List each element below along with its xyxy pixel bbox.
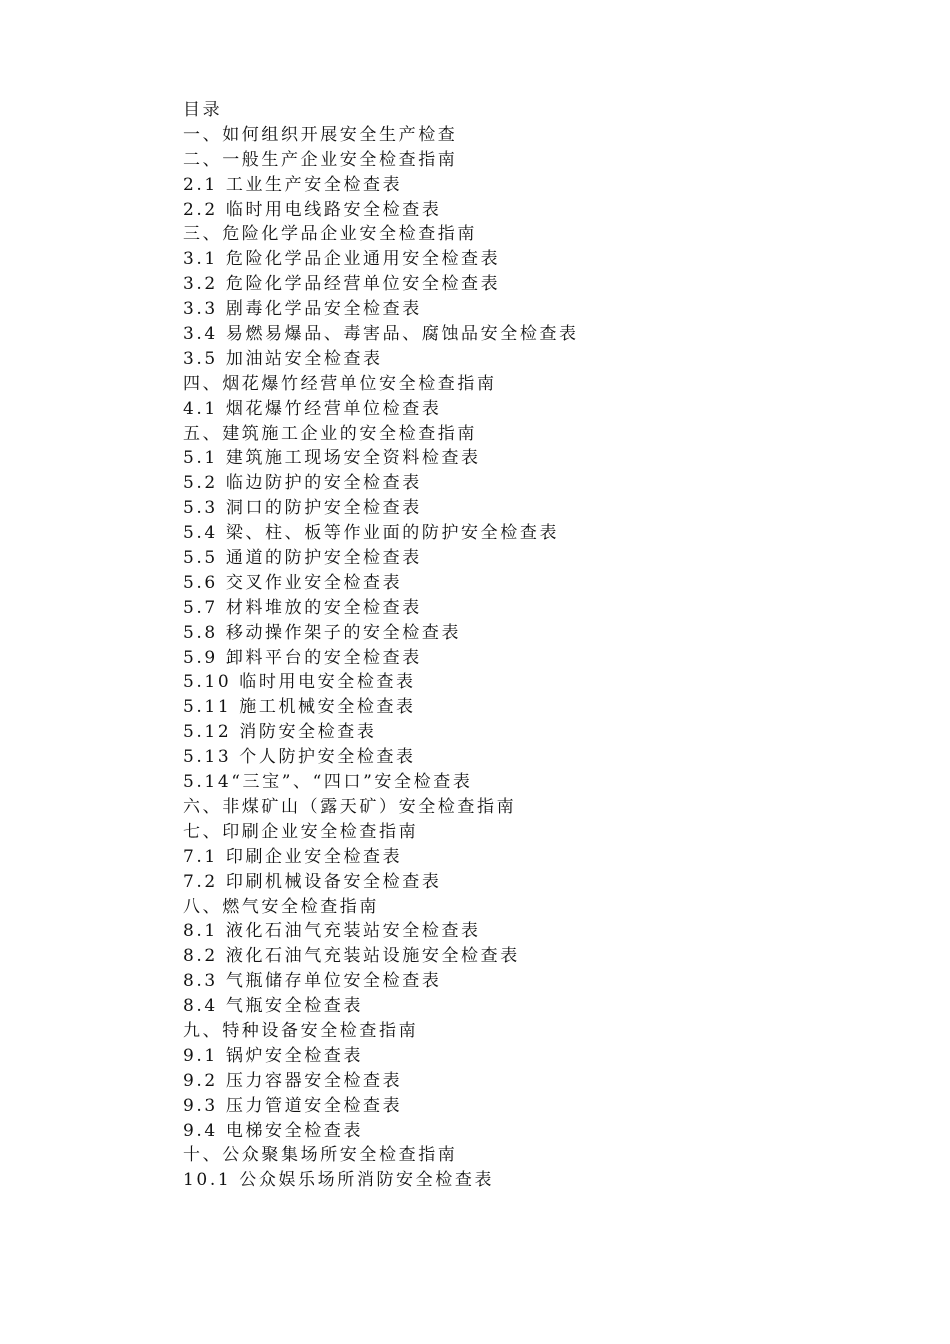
toc-entry: 9.4 电梯安全检查表 (183, 1120, 364, 1141)
toc-entry: 8.1 液化石油气充装站安全检查表 (183, 921, 481, 942)
toc-entry: 九、特种设备安全检查指南 (183, 1020, 419, 1041)
toc-entry: 5.12 消防安全检查表 (183, 722, 377, 743)
toc-entry: 5.11 施工机械安全检查表 (183, 697, 416, 718)
toc-entry: 3.4 易燃易爆品、毒害品、腐蚀品安全检查表 (183, 324, 579, 345)
toc-title: 目录 (183, 100, 223, 120)
toc-entry: 5.4 梁、柱、板等作业面的防护安全检查表 (183, 523, 560, 544)
toc-entry: 3.2 危险化学品经营单位安全检查表 (183, 274, 501, 295)
toc-entry: 5.5 通道的防护安全检查表 (183, 548, 422, 569)
toc-entry: 7.2 印刷机械设备安全检查表 (183, 871, 442, 892)
toc-entry: 5.1 建筑施工现场安全资料检查表 (183, 448, 481, 469)
toc-entry: 4.1 烟花爆竹经营单位检查表 (183, 398, 442, 419)
toc-entry: 2.1 工业生产安全检查表 (183, 174, 403, 195)
toc-entry: 9.3 压力管道安全检查表 (183, 1095, 403, 1116)
toc-entry: 7.1 印刷企业安全检查表 (183, 846, 403, 867)
toc-entry: 5.2 临边防护的安全检查表 (183, 473, 422, 494)
toc-entry: 5.10 临时用电安全检查表 (183, 672, 416, 693)
toc-entry: 9.1 锅炉安全检查表 (183, 1045, 364, 1066)
toc-entry: 5.8 移动操作架子的安全检查表 (183, 622, 462, 643)
toc-entry: 5.13 个人防护安全检查表 (183, 747, 416, 768)
toc-entry: 5.14“三宝”、“四口”安全检查表 (183, 772, 473, 793)
toc-entry: 3.1 危险化学品企业通用安全检查表 (183, 249, 501, 270)
toc-entry: 5.7 材料堆放的安全检查表 (183, 597, 422, 618)
toc-entry: 2.2 临时用电线路安全检查表 (183, 199, 442, 220)
toc-entry: 5.3 洞口的防护安全检查表 (183, 498, 422, 519)
toc-entry: 8.2 液化石油气充装站设施安全检查表 (183, 946, 520, 967)
toc-entry: 五、建筑施工企业的安全检查指南 (183, 423, 477, 444)
toc-entry: 5.9 卸料平台的安全检查表 (183, 647, 422, 668)
toc-entry: 八、燃气安全检查指南 (183, 896, 379, 917)
table-of-contents (183, 98, 579, 1193)
toc-entry: 一、如何组织开展安全生产检查 (183, 124, 458, 145)
toc-entry: 三、危险化学品企业安全检查指南 (183, 224, 477, 245)
toc-entry: 10.1 公众娱乐场所消防安全检查表 (183, 1170, 495, 1191)
toc-entry: 四、烟花爆竹经营单位安全检查指南 (183, 373, 497, 394)
toc-entry: 六、非煤矿山（露天矿）安全检查指南 (183, 796, 517, 817)
toc-entry: 七、印刷企业安全检查指南 (183, 821, 419, 842)
toc-entry: 3.3 剧毒化学品安全检查表 (183, 299, 422, 320)
toc-entry: 二、一般生产企业安全检查指南 (183, 149, 458, 170)
toc-entry: 3.5 加油站安全检查表 (183, 348, 383, 369)
toc-entry: 十、公众聚集场所安全检查指南 (183, 1145, 458, 1166)
toc-entry: 5.6 交叉作业安全检查表 (183, 572, 403, 593)
toc-entry: 8.4 气瓶安全检查表 (183, 996, 364, 1017)
toc-entry: 8.3 气瓶储存单位安全检查表 (183, 971, 442, 992)
toc-entry: 9.2 压力容器安全检查表 (183, 1070, 403, 1091)
